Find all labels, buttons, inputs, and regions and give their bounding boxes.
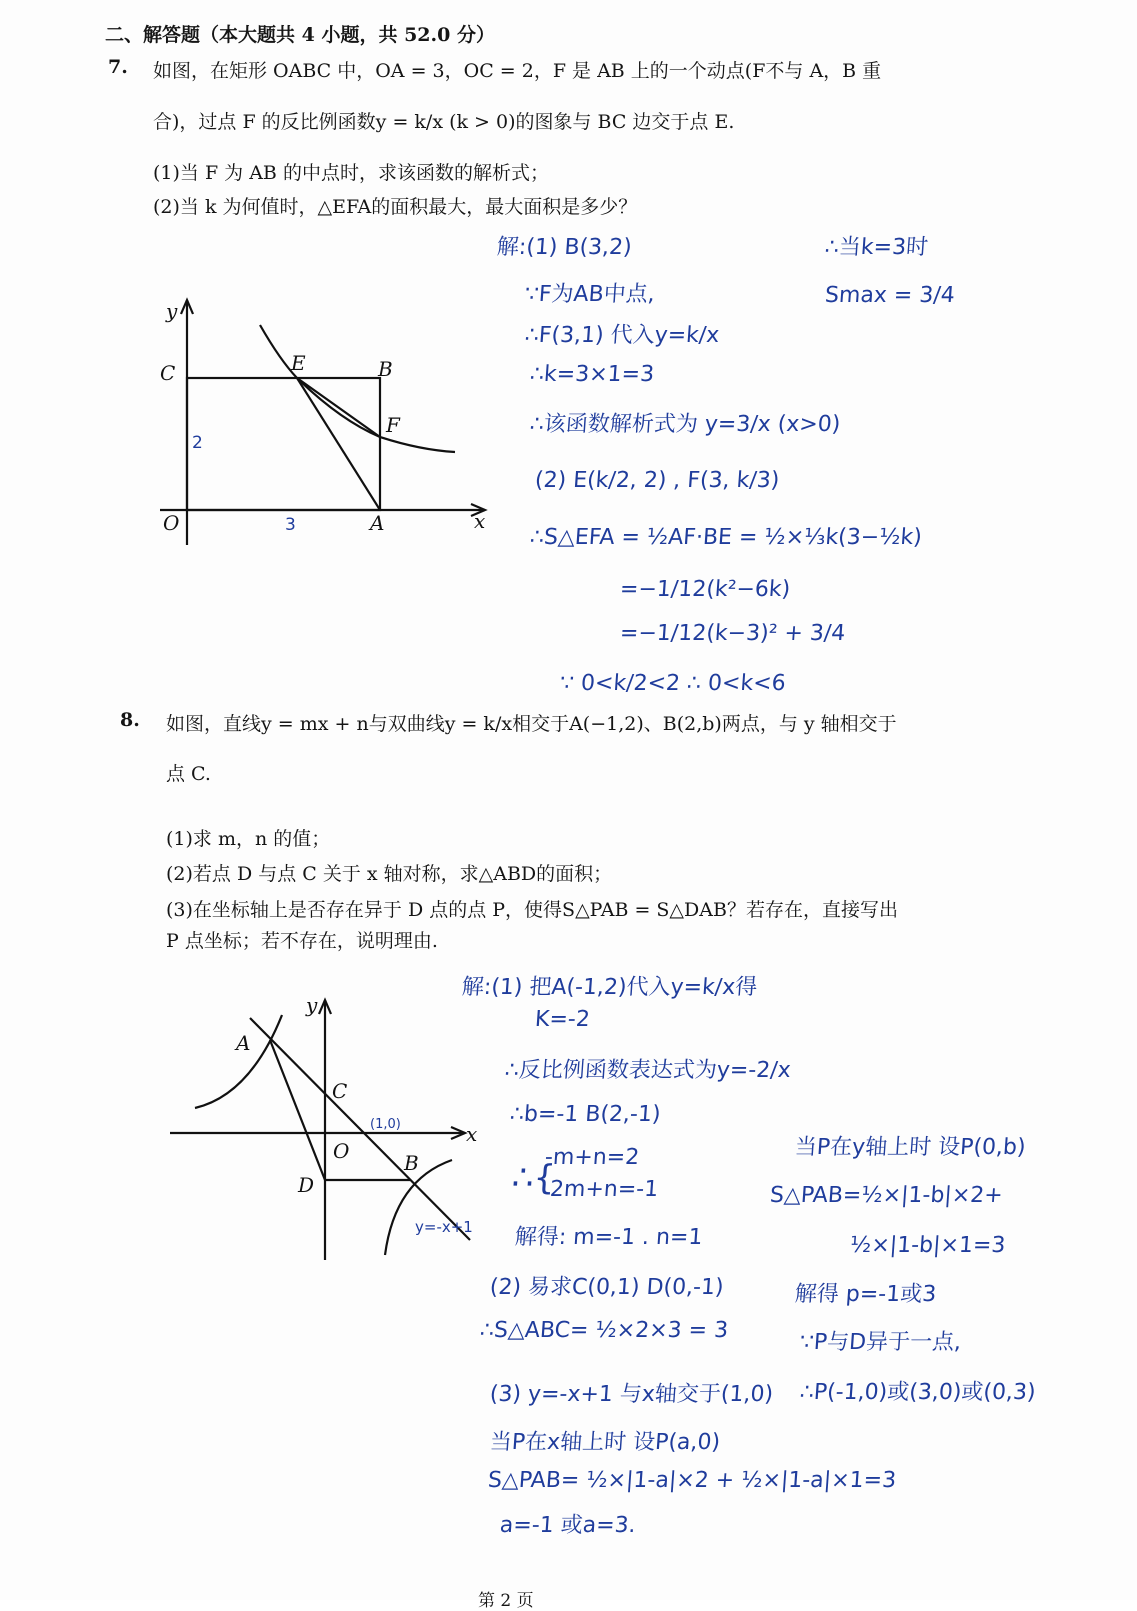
q7-number: 7.	[108, 56, 128, 78]
q7-fig-b: B	[378, 357, 393, 381]
q8-part3: (3)在坐标轴上是否存在异于 D 点的点 P，使得S△PAB = S△DAB？若存在，直接写出	[166, 899, 898, 921]
q8-ans-line: 当P在x轴上时 设P(a,0)	[488, 1430, 721, 1455]
q7-ans-line: (2) E(k/2, 2) , F(3, k/3)	[534, 468, 781, 493]
q7-ans-line: ∵ 0<k/2<2 ∴ 0<k<6	[559, 671, 787, 696]
q7-fig-e: E	[291, 351, 306, 375]
q7-fig-a: A	[370, 511, 385, 535]
q7-ans-line: 解:(1) B(3,2)	[495, 235, 633, 260]
q8-ans-line: K=-2	[534, 1007, 591, 1032]
q7-ans-right: ∴当k=3时	[823, 235, 929, 260]
q7-ans-line: =−1/12(k−3)² + 3/4	[619, 621, 847, 646]
q7-ans-line: ∵F为AB中点,	[523, 282, 656, 307]
q8-part2: (2)若点 D 与点 C 关于 x 轴对称，求△ABD的面积；	[166, 863, 613, 885]
q8-fig-line-label: y=-x+1	[415, 1218, 473, 1236]
q8-ans-right: S△PAB=½×|1-b|×2+	[769, 1183, 1004, 1208]
q8-ans-line: S△PAB= ½×|1-a|×2 + ½×|1-a|×1=3	[487, 1468, 897, 1493]
q7-fig-f: F	[386, 413, 400, 437]
q7-figure	[160, 300, 485, 545]
section-title: 二、解答题（本大题共 4 小题，共 52.0 分）	[105, 24, 495, 46]
q7-ans-line: ∴该函数解析式为 y=3/x (x>0)	[528, 412, 842, 437]
q8-fig-d: D	[298, 1173, 315, 1197]
q8-fig-o: O	[333, 1139, 350, 1163]
q8-ans-line: 解得: m=-1 . n=1	[513, 1225, 704, 1250]
q8-ans-right: 当P在y轴上时 设P(0,b)	[793, 1135, 1027, 1160]
q7-fig-o: O	[163, 511, 180, 535]
page-footer: 第 2 页	[478, 1591, 534, 1611]
q7-ans-line: ∴k=3×1=3	[529, 362, 655, 387]
q8-line1: 如图，直线y = mx + n与双曲线y = k/x相交于A(−1,2)、B(2,b)两点，与 y 轴相交于	[166, 713, 897, 735]
q8-ans-right: ½×|1-b|×1=3	[849, 1233, 1007, 1258]
q8-ans-line: (2) 易求C(0,1) D(0,-1)	[488, 1275, 725, 1300]
q8-ans-right: ∴P(-1,0)或(3,0)或(0,3)	[798, 1380, 1037, 1405]
q7-ans-line: ∴F(3,1) 代入y=k/x	[523, 323, 721, 348]
q8-ans-line: 解:(1) 把A(-1,2)代入y=k/x得	[460, 975, 759, 1000]
q7-ans-right: Smax = 3/4	[824, 283, 956, 308]
q8-fig-a: A	[236, 1031, 251, 1055]
q8-ans-line: ∴b=-1 B(2,-1)	[509, 1102, 662, 1127]
q7-fig-c: C	[160, 361, 176, 385]
q7-ans-line: ∴S△EFA = ½AF·BE = ½×⅓k(3−½k)	[529, 525, 923, 550]
q8-fig-point-10: (1,0)	[370, 1117, 401, 1132]
q7-ans-line: =−1/12(k²−6k)	[619, 577, 792, 602]
q8-line2: 点 C.	[166, 763, 211, 785]
q8-ans-line: (3) y=-x+1 与x轴交于(1,0)	[488, 1382, 774, 1407]
q8-ans-right: 解得 p=-1或3	[793, 1282, 938, 1307]
q7-fig-len-oa: 3	[285, 515, 296, 535]
q8-ans-line: ∴反比例函数表达式为y=-2/x	[503, 1058, 792, 1083]
q8-fig-c: C	[332, 1079, 348, 1103]
q7-part1: (1)当 F 为 AB 的中点时，求该函数的解析式；	[153, 162, 549, 184]
q8-part3b: P 点坐标；若不存在，说明理由.	[166, 930, 438, 952]
q8-ans-line: 2m+n=-1	[549, 1177, 660, 1202]
q8-ans-right: ∵P与D异于一点,	[798, 1330, 962, 1355]
q8-ans-line: a=-1 或a=3.	[498, 1513, 637, 1538]
q8-fig-y: y	[306, 993, 318, 1017]
q7-part2: (2)当 k 为何值时，△EFA的面积最大，最大面积是多少？	[153, 196, 638, 218]
q8-part1: (1)求 m，n 的值；	[166, 828, 331, 850]
q7-fig-y: y	[166, 299, 178, 323]
q8-ans-line: -m+n=2	[544, 1145, 641, 1170]
q8-fig-b: B	[404, 1151, 419, 1175]
q7-line1: 如图，在矩形 OABC 中，OA = 3，OC = 2，F 是 AB 上的一个动点(F不与 A，B 重	[153, 60, 882, 82]
q7-line2: 合)，过点 F 的反比例函数y = k/x (k > 0)的图象与 BC 边交于点 E.	[153, 111, 735, 133]
q8-number: 8.	[120, 709, 140, 731]
brace-icon: ∴{	[510, 1158, 557, 1198]
q8-ans-line: ∴S△ABC= ½×2×3 = 3	[479, 1318, 729, 1343]
q7-fig-len-oc: 2	[192, 433, 203, 453]
q7-fig-x: x	[474, 509, 486, 533]
q8-fig-x: x	[466, 1122, 478, 1146]
